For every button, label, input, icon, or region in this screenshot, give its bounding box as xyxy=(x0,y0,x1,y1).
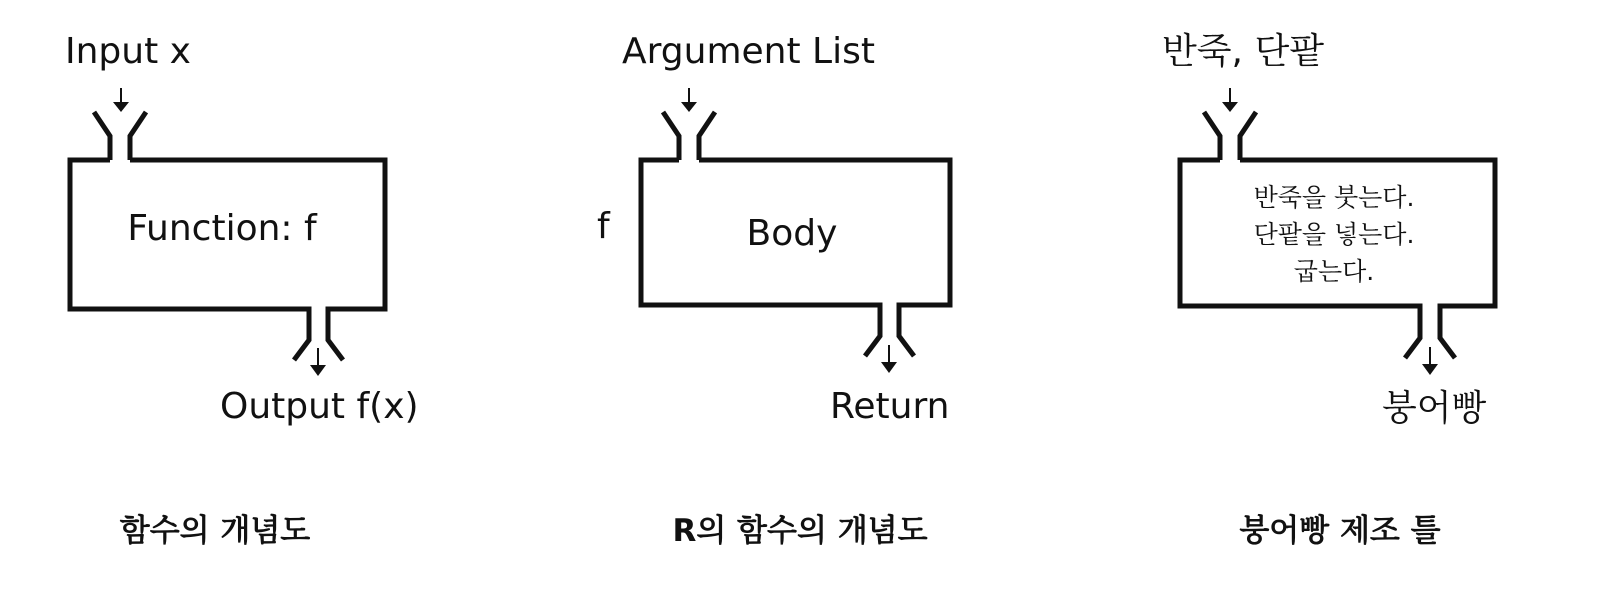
panel-1-caption: 함수의 개념도 xyxy=(119,513,311,549)
panel-2-output-arrowhead xyxy=(881,362,897,373)
panel-3-input-label: 반죽, 단팥 xyxy=(1162,31,1324,72)
panel-bungeoppang-mold xyxy=(1162,31,1495,549)
panel-2-input-label: Argument List xyxy=(622,31,875,72)
panel-3-input-arrowhead xyxy=(1222,102,1238,112)
panel-2-body-line-1: Body xyxy=(746,213,838,254)
panel-2-input-arrowhead xyxy=(681,102,697,112)
panel-1-output-label: Output f(x) xyxy=(220,386,419,427)
panel-2-output-label: Return xyxy=(830,386,950,427)
panel-3-output-label: 붕어빵 xyxy=(1382,388,1487,429)
panel-3-body-line-3: 굽는다. xyxy=(1293,257,1375,286)
panel-1-input-label: Input x xyxy=(65,31,191,72)
panel-1-body-line-1: Function: f xyxy=(127,208,317,249)
panel-3-output-arrowhead xyxy=(1422,364,1438,375)
panel-3-caption: 붕어빵 제조 틀 xyxy=(1239,513,1441,549)
panel-2-function-name-label: f xyxy=(597,206,610,247)
panel-function-concept xyxy=(65,31,419,549)
panel-2-caption: R의 함수의 개념도 xyxy=(672,513,928,549)
panel-1-input-arrowhead xyxy=(113,102,129,112)
panel-3-body-line-1: 반죽을 붓는다. xyxy=(1253,183,1415,212)
panel-r-function-concept xyxy=(597,31,950,549)
panel-3-body-line-2: 단팥을 넣는다. xyxy=(1253,220,1415,249)
panel-1-output-arrowhead xyxy=(310,365,326,376)
